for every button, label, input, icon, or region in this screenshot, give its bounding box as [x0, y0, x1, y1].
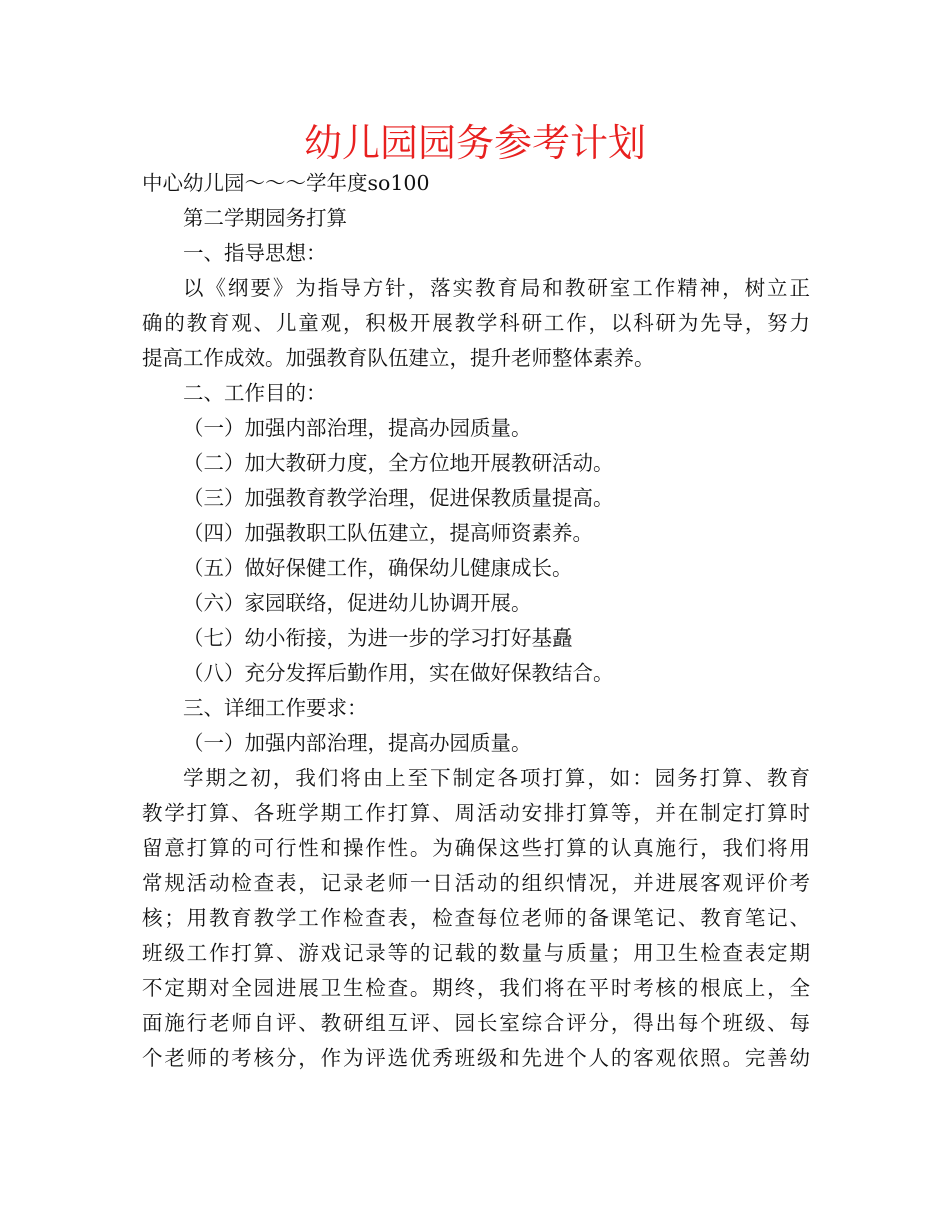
- paragraph-line: 教学打算、各班学期工作打算、周活动安排打算等，并在制定打算时: [142, 801, 810, 825]
- section-heading-work-goals: 二、工作目的：: [183, 381, 327, 405]
- paragraph-line: 确的教育观、儿童观，积极开展教学科研工作，以科研为先导，努力: [142, 311, 810, 335]
- paragraph-line: 不定期对全园进展卫生检查。期终，我们将在平时考核的根底上，全: [142, 976, 810, 1000]
- paragraph-line: 核；用教育教学工作检查表，检查每位老师的备课笔记、教育笔记、: [142, 906, 810, 930]
- goal-item: （六）家园联络，促进幼儿协调开展。: [183, 591, 532, 615]
- text-line-school-year: 中心幼儿园～～～学年度so100: [142, 171, 430, 195]
- goal-item: （五）做好保健工作，确保幼儿健康成长。: [183, 556, 573, 580]
- paragraph-line: 常规活动检查表，记录老师一日活动的组织情况，并进展客观评价考: [142, 871, 810, 895]
- document-body: [142, 166, 810, 1076]
- paragraph-line: 面施行老师自评、教研组互评、园长室综合评分，得出每个班级、每: [142, 1011, 810, 1035]
- paragraph-line: 以《纲要》为指导方针，落实教育局和教研室工作精神，树立正: [183, 276, 810, 300]
- section-heading-detailed-requirements: 三、详细工作要求：: [183, 696, 368, 720]
- goal-item: （七）幼小衔接，为进一步的学习打好基矗: [183, 626, 573, 650]
- section-heading-guiding-ideology: 一、指导思想：: [183, 241, 327, 265]
- paragraph-line: 班级工作打算、游戏记录等的记载的数量与质量；用卫生检查表定期: [142, 941, 810, 965]
- goal-item: （四）加强教职工队伍建立，提高师资素养。: [183, 521, 593, 545]
- paragraph-line: 提高工作成效。加强教育队伍建立，提升老师整体素养。: [142, 346, 655, 370]
- goal-item: （一）加强内部治理，提高办园质量。: [183, 416, 532, 440]
- goal-item: （八）充分发挥后勤作用，实在做好保教结合。: [183, 661, 614, 685]
- subsection-heading: （一）加强内部治理，提高办园质量。: [183, 731, 532, 755]
- paragraph-line: 学期之初，我们将由上至下制定各项打算，如：园务打算、教育: [183, 766, 810, 790]
- paragraph-line: 个老师的考核分，作为评选优秀班级和先进个人的客观依照。完善幼: [142, 1046, 810, 1070]
- paragraph-line: 留意打算的可行性和操作性。为确保这些打算的认真施行，我们将用: [142, 836, 810, 860]
- goal-item: （二）加大教研力度，全方位地开展教研活动。: [183, 451, 614, 475]
- goal-item: （三）加强教育教学治理，促进保教质量提高。: [183, 486, 614, 510]
- document-title: 幼儿园园务参考计划: [303, 121, 646, 165]
- text-line-semester-plan: 第二学期园务打算: [183, 206, 347, 230]
